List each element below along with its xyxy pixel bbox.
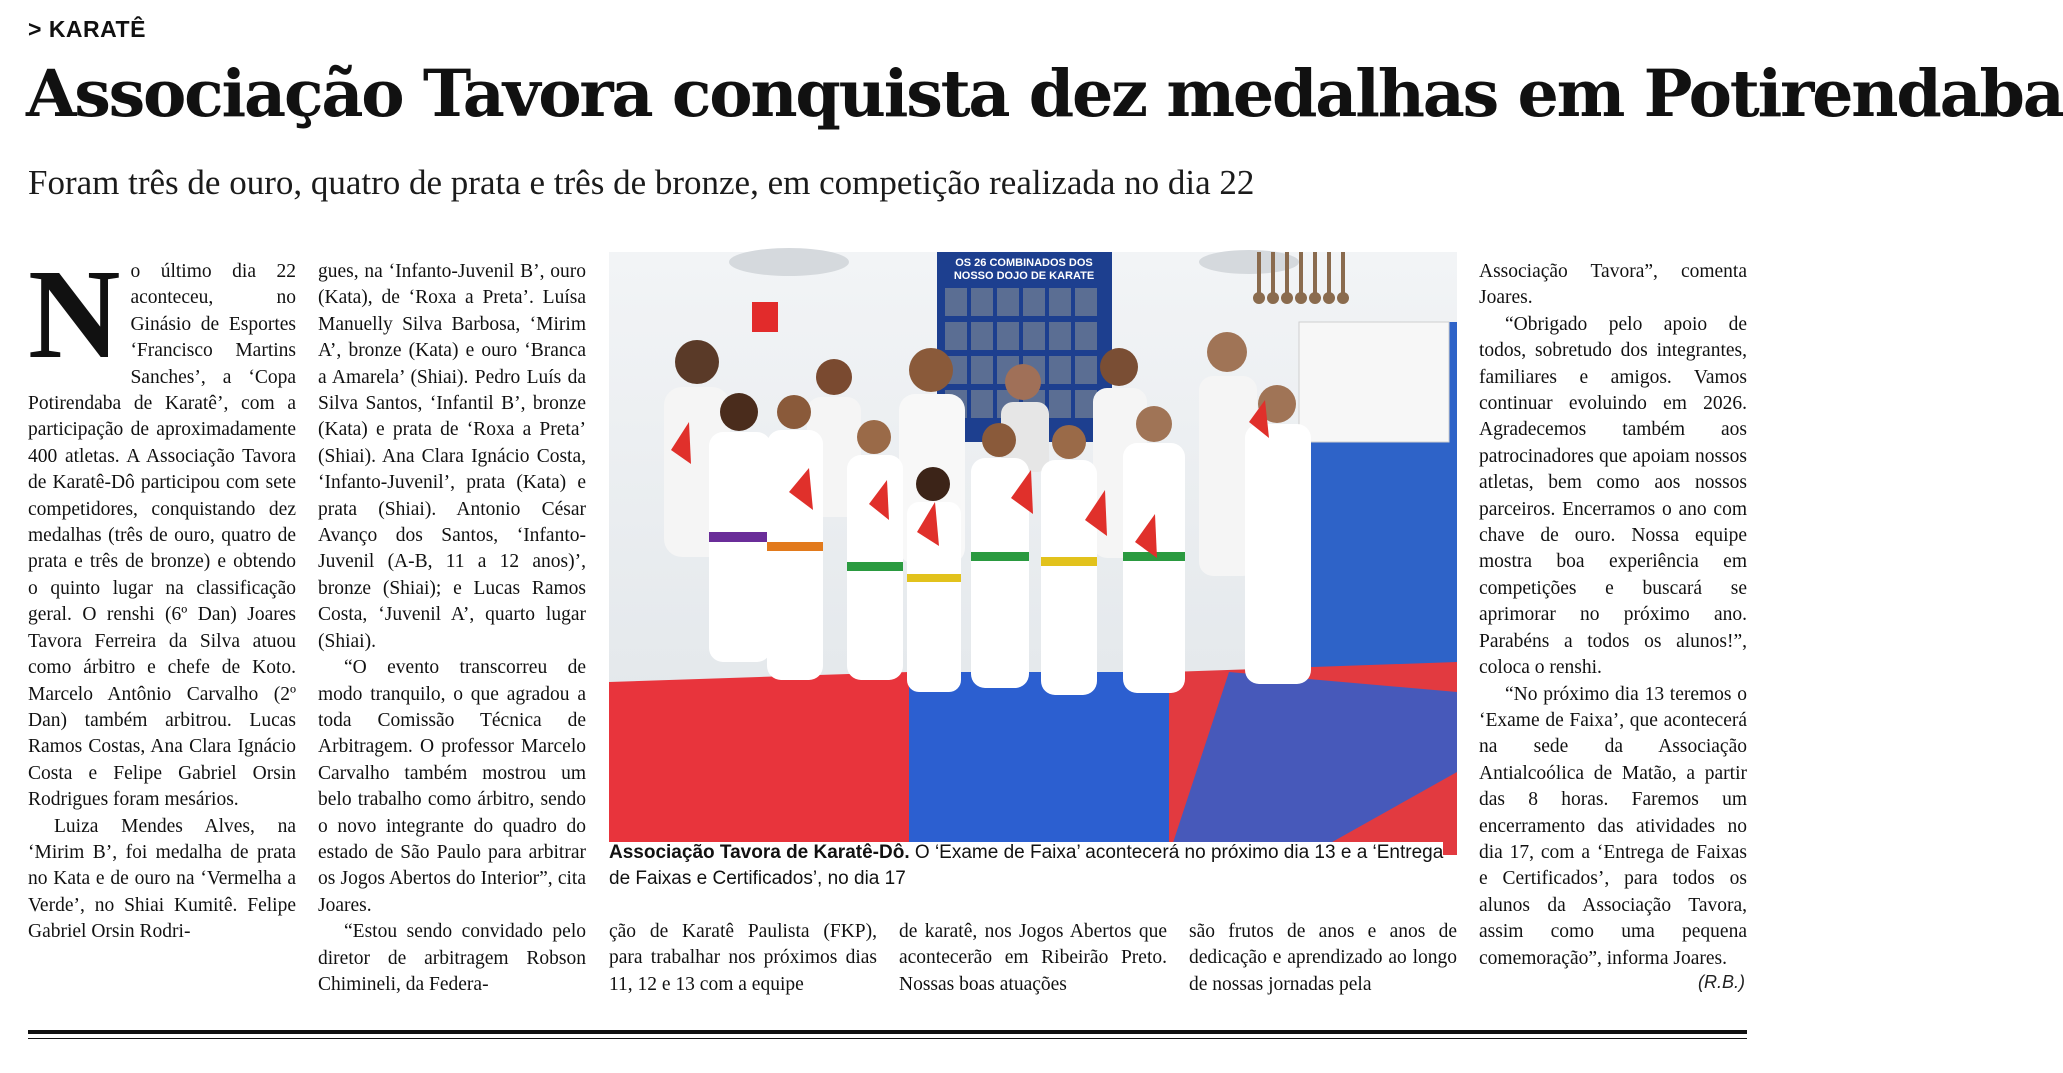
paragraph-6: ção de Karatê Paulista (FKP), para trabalhar nos próximos dias 11, 12 e 13 com a equipe: [609, 921, 877, 995]
caption-bold: Associação Tavora de Karatê-Dô.: [609, 842, 910, 863]
article-column-6: [1479, 259, 1747, 999]
article-column-1: [28, 243, 296, 999]
paragraph-9: Associação Tavora”, comenta Joares.: [1479, 261, 1747, 309]
drop-cap: N: [28, 243, 121, 385]
team-photo: [609, 252, 1457, 855]
caption-text: O ‘Exame de Faixa’ acontecerá no próximo dia 13 e a ‘Entrega de Faixas e Certificados’, no dia 17: [609, 842, 1444, 889]
paragraph-3: gues, na ‘Infanto-Juvenil B’, ouro (Kata), de ‘Roxa a Preta’. Luísa Manuelly Silva Barbosa, ‘Mirim A’, bronze (Kata) e ouro ‘Branca a Amarela’ (Shiai). Pedro Luís da Silva Santos, ‘Infantil B’, bronze (Kata) e prata de ‘Roxa a Preta’ (Shiai). Ana Clara Ignácio Costa, ‘Infanto-Juvenil’, prata (Kata) e prata (Shiai). Antonio César Avanço dos Santos, ‘Infanto-Juvenil (A-B, 11 a 12 anos)’, bronze (Shiai); e Lucas Ramos Costa, ‘Juvenil A’, quarto lugar (Shiai).: [318, 261, 586, 652]
poster-title-line2: NOSSO DOJO DE KARATE: [953, 270, 1095, 282]
subheadline: Foram três de ouro, quatro de prata e três de bronze, em competição realizada no dia 22: [28, 163, 1255, 202]
paragraph-2: Luiza Mendes Alves, na ‘Mirim B’, foi medalha de prata no Kata e de ouro na ‘Vermelha a Verde’, no Shiai Kumitê. Felipe Gabriel Orsin Rodri-: [28, 815, 296, 943]
article-column-5: [1189, 919, 1457, 999]
byline: (R.B.): [1698, 972, 1745, 992]
bottom-rule-thick: [28, 1030, 1747, 1034]
paragraph-4: “O evento transcorreu de modo tranquilo, o que agradou a toda Comissão Técnica de Arbitragem. O professor Marcelo Carvalho também mostrou um belo trabalho como árbitro, sendo o novo integrante do quadro do estado de São Paulo para arbitrar os Jogos Abertos do Interior”, cita Joares.: [318, 657, 586, 916]
paragraph-8: são frutos de anos e anos de dedicação e aprendizado ao longo de nossas jornadas pela: [1189, 921, 1457, 995]
article-column-4: [899, 919, 1167, 999]
team-photo-illustration: [609, 252, 1457, 855]
paragraph-1: [28, 243, 296, 814]
paragraph-10: “Obrigado pelo apoio de todos, sobretudo dos integrantes, familiares e amigos. Vamos continuar evoluindo em 2026. Agradecemos também aos patrocinadores que apoiam nossos atletas, bem como aos nossos parceiros. Encerramos o ano com chave de ouro. Nossa equipe mostra boa experiência em competições e buscará se aprimorar no próximo ano. Parabéns a todos os alunos!”, coloca o renshi.: [1479, 313, 1747, 679]
headline: Associação Tavora conquista dez medalhas em Potirendaba: [26, 56, 2063, 132]
paragraph-1-text: o último dia 22 aconteceu, no Ginásio de Esportes ‘Francisco Martins Sanches’, a ‘Copa Potirendaba de Karatê’, com a participação de aproximadamente 400 atletas. A Associação Tavora de Karatê-Dô participou com sete competidores, conquistando dez medalhas (três de ouro, quatro de prata e três de bronze) e obtendo o quinto lugar na classificação geral. O renshi (6º Dan) Joares Tavora Ferreira da Silva atuou como árbitro e chefe de Koto. Marcelo Antônio Carvalho (2º Dan) também arbitrou. Lucas Ramos Costas, Ana Clara Ignácio Costa e Felipe Gabriel Orsin Rodrigues foram mesários.: [28, 261, 296, 811]
section-tag: > KARATÊ: [28, 16, 146, 42]
poster-title-line1: OS 26 COMBINADOS DOS: [955, 257, 1093, 269]
paragraph-7: de karatê, nos Jogos Abertos que acontecerão em Ribeirão Preto. Nossas boas atuações: [899, 921, 1167, 995]
article-column-3: [609, 919, 877, 999]
article-column-2: [318, 259, 586, 999]
bottom-rule-thin: [28, 1038, 1747, 1039]
photo-caption: [609, 840, 1469, 892]
paragraph-11: “No próximo dia 13 teremos o ‘Exame de Faixa’, que acontecerá na sede da Associação Antialcoólica de Matão, a partir das 8 horas. Faremos um encerramento das atividades no dia 17, com a ‘Entrega de Faixas e Certificados’, para todos os alunos da Associação Tavora, assim como uma pequena comemoração”, informa Joares.: [1479, 683, 1747, 969]
paragraph-5: “Estou sendo convidado pelo diretor de arbitragem Robson Chimineli, da Federa-: [318, 921, 586, 995]
